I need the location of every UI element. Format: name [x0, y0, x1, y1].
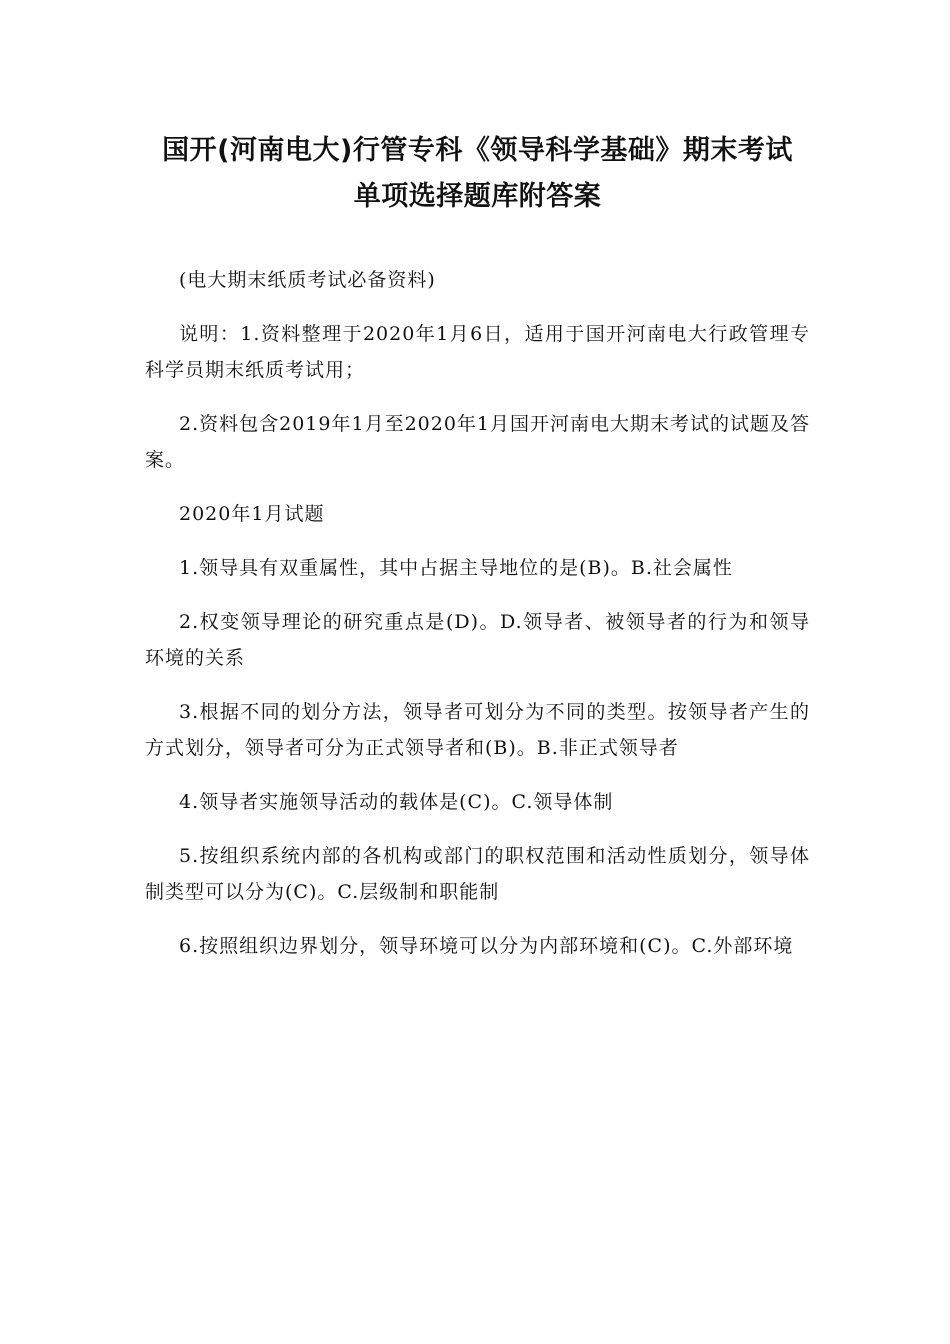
note-2: 2.资料包含2019年1月至2020年1月国开河南电大期末考试的试题及答案。	[145, 413, 811, 471]
question-6: 6.按照组织边界划分，领导环境可以分为内部环境和(C)。C.外部环境	[179, 935, 794, 957]
document-page	[145, 128, 810, 964]
document-title	[145, 128, 810, 220]
section-heading: 2020年1月试题	[179, 503, 325, 525]
note-1: 说明：1.资料整理于2020年1月6日，适用于国开河南电大行政管理专科学员期末纸质考试用；	[145, 323, 810, 381]
question-4: 4.领导者实施领导活动的载体是(C)。C.领导体制	[179, 791, 614, 813]
question-5: 5.按组织系统内部的各机构或部门的职权范围和活动性质划分，领导体制类型可以分为(C)。C.层级制和职能制	[145, 845, 810, 903]
subtitle: (电大期末纸质考试必备资料)	[179, 269, 436, 291]
question-2: 2.权变领导理论的研究重点是(D)。D.领导者、被领导者的行为和领导环境的关系	[145, 611, 810, 669]
question-1: 1.领导具有双重属性，其中占据主导地位的是(B)。B.社会属性	[179, 557, 733, 579]
title-line-1: 国开(河南电大)行管专科《领导科学基础》期末考试	[162, 135, 793, 166]
title-line-2: 单项选择题库附答案	[353, 181, 602, 212]
question-3: 3.根据不同的划分方法，领导者可划分为不同的类型。按领导者产生的方式划分，领导者可分为正式领导者和(B)。B.非正式领导者	[145, 701, 810, 759]
